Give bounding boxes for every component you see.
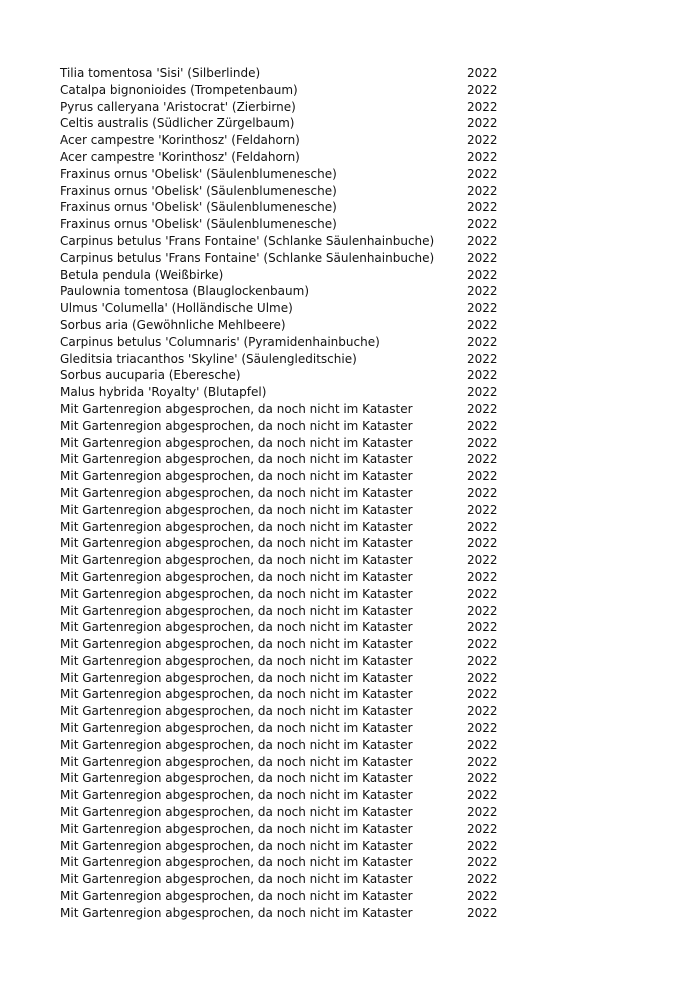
table-row — [60, 888, 520, 905]
tree-name-cell: Mit Gartenregion abgesprochen, da noch nicht im Kataster — [60, 536, 413, 551]
year-cell: 2022 — [467, 821, 498, 836]
year-cell: 2022 — [467, 872, 498, 887]
tree-name-cell: Mit Gartenregion abgesprochen, da noch nicht im Kataster — [60, 805, 413, 820]
year-cell: 2022 — [467, 233, 498, 248]
table-row — [60, 754, 520, 771]
year-cell: 2022 — [467, 704, 498, 719]
table-row — [60, 115, 520, 132]
tree-name-cell: Catalpa bignonioides (Trompetenbaum) — [60, 82, 298, 97]
year-cell: 2022 — [467, 469, 498, 484]
table-row — [60, 586, 520, 603]
year-cell: 2022 — [467, 721, 498, 736]
year-cell: 2022 — [467, 66, 498, 80]
tree-name-cell: Mit Gartenregion abgesprochen, da noch nicht im Kataster — [60, 620, 413, 635]
table-row — [60, 149, 520, 166]
table-row — [60, 317, 520, 334]
table-row — [60, 502, 520, 519]
tree-name-cell: Acer campestre 'Korinthosz' (Feldahorn) — [60, 149, 300, 164]
table-row — [60, 233, 520, 250]
table-row — [60, 720, 520, 737]
year-cell: 2022 — [467, 687, 498, 702]
year-cell: 2022 — [467, 183, 498, 198]
table-row — [60, 821, 520, 838]
tree-name-cell: Mit Gartenregion abgesprochen, da noch nicht im Kataster — [60, 771, 413, 786]
table-row — [60, 737, 520, 754]
tree-name-cell: Mit Gartenregion abgesprochen, da noch nicht im Kataster — [60, 838, 413, 853]
tree-name-cell: Mit Gartenregion abgesprochen, da noch nicht im Kataster — [60, 485, 413, 500]
year-cell: 2022 — [467, 267, 498, 282]
table-row — [60, 199, 520, 216]
tree-name-cell: Fraxinus ornus 'Obelisk' (Säulenblumenesche) — [60, 166, 337, 181]
tree-name-cell: Mit Gartenregion abgesprochen, da noch nicht im Kataster — [60, 721, 413, 736]
tree-name-cell: Mit Gartenregion abgesprochen, da noch nicht im Kataster — [60, 452, 413, 467]
tree-name-cell: Mit Gartenregion abgesprochen, da noch nicht im Kataster — [60, 754, 413, 769]
tree-name-cell: Mit Gartenregion abgesprochen, da noch nicht im Kataster — [60, 603, 413, 618]
year-cell: 2022 — [467, 200, 498, 215]
year-cell: 2022 — [467, 889, 498, 904]
table-row — [60, 485, 520, 502]
tree-name-cell: Mit Gartenregion abgesprochen, da noch nicht im Kataster — [60, 872, 413, 887]
year-cell: 2022 — [467, 485, 498, 500]
tree-name-cell: Mit Gartenregion abgesprochen, da noch nicht im Kataster — [60, 855, 413, 870]
table-row — [60, 283, 520, 300]
table-row — [60, 619, 520, 636]
table-row — [60, 804, 520, 821]
year-cell: 2022 — [467, 284, 498, 299]
tree-name-cell: Betula pendula (Weißbirke) — [60, 267, 224, 282]
tree-name-cell: Mit Gartenregion abgesprochen, da noch nicht im Kataster — [60, 401, 413, 416]
table-row — [60, 418, 520, 435]
table-row — [60, 603, 520, 620]
table-row — [60, 838, 520, 855]
year-cell: 2022 — [467, 301, 498, 316]
table-row — [60, 334, 520, 351]
table-row — [60, 250, 520, 267]
table-row — [60, 670, 520, 687]
table-row — [60, 468, 520, 485]
tree-name-cell: Sorbus aria (Gewöhnliche Mehlbeere) — [60, 317, 286, 332]
table-row — [60, 552, 520, 569]
tree-name-cell: Malus hybrida 'Royalty' (Blutapfel) — [60, 385, 267, 400]
year-cell: 2022 — [467, 149, 498, 164]
tree-name-cell: Mit Gartenregion abgesprochen, da noch nicht im Kataster — [60, 704, 413, 719]
year-cell: 2022 — [467, 334, 498, 349]
tree-name-cell: Mit Gartenregion abgesprochen, da noch nicht im Kataster — [60, 821, 413, 836]
year-cell: 2022 — [467, 586, 498, 601]
year-cell: 2022 — [467, 670, 498, 685]
table-row — [60, 653, 520, 670]
tree-name-cell: Gleditsia triacanthos 'Skyline' (Säulengleditschie) — [60, 351, 357, 366]
tree-name-cell: Mit Gartenregion abgesprochen, da noch nicht im Kataster — [60, 687, 413, 702]
year-cell: 2022 — [467, 452, 498, 467]
table-row — [60, 636, 520, 653]
tree-name-cell: Tilia tomentosa 'Sisi' (Silberlinde) — [60, 66, 261, 80]
tree-name-cell: Mit Gartenregion abgesprochen, da noch nicht im Kataster — [60, 418, 413, 433]
year-cell: 2022 — [467, 217, 498, 232]
tree-name-cell: Mit Gartenregion abgesprochen, da noch nicht im Kataster — [60, 519, 413, 534]
year-cell: 2022 — [467, 653, 498, 668]
tree-name-cell: Carpinus betulus 'Columnaris' (Pyramidenhainbuche) — [60, 334, 380, 349]
year-cell: 2022 — [467, 351, 498, 366]
year-cell: 2022 — [467, 754, 498, 769]
table-row — [60, 401, 520, 418]
tree-name-cell: Celtis australis (Südlicher Zürgelbaum) — [60, 116, 295, 131]
table-row — [60, 854, 520, 871]
tree-name-cell: Mit Gartenregion abgesprochen, da noch nicht im Kataster — [60, 737, 413, 752]
tree-name-cell: Mit Gartenregion abgesprochen, da noch nicht im Kataster — [60, 889, 413, 904]
tree-name-cell: Mit Gartenregion abgesprochen, da noch nicht im Kataster — [60, 586, 413, 601]
year-cell: 2022 — [467, 569, 498, 584]
tree-name-cell: Mit Gartenregion abgesprochen, da noch nicht im Kataster — [60, 905, 413, 920]
tree-name-cell: Ulmus 'Columella' (Holländische Ulme) — [60, 301, 293, 316]
table-row — [60, 132, 520, 149]
year-cell: 2022 — [467, 737, 498, 752]
year-cell: 2022 — [467, 317, 498, 332]
tree-name-cell: Fraxinus ornus 'Obelisk' (Säulenblumenesche) — [60, 183, 337, 198]
table-row — [60, 99, 520, 116]
tree-name-cell: Carpinus betulus 'Frans Fontaine' (Schlanke Säulenhainbuche) — [60, 250, 435, 265]
year-cell: 2022 — [467, 385, 498, 400]
table-row — [60, 267, 520, 284]
tree-name-cell: Paulownia tomentosa (Blauglockenbaum) — [60, 284, 309, 299]
table-row — [60, 216, 520, 233]
tree-name-cell: Sorbus aucuparia (Eberesche) — [60, 368, 241, 383]
year-cell: 2022 — [467, 855, 498, 870]
year-cell: 2022 — [467, 166, 498, 181]
year-cell: 2022 — [467, 805, 498, 820]
tree-name-cell: Mit Gartenregion abgesprochen, da noch nicht im Kataster — [60, 569, 413, 584]
tree-name-cell: Carpinus betulus 'Frans Fontaine' (Schlanke Säulenhainbuche) — [60, 233, 435, 248]
year-cell: 2022 — [467, 771, 498, 786]
tree-name-cell: Mit Gartenregion abgesprochen, da noch nicht im Kataster — [60, 653, 413, 668]
table-row — [60, 451, 520, 468]
table-row — [60, 787, 520, 804]
year-cell: 2022 — [467, 116, 498, 131]
table-row — [60, 300, 520, 317]
table-row — [60, 686, 520, 703]
table-row — [60, 351, 520, 368]
tree-name-cell: Mit Gartenregion abgesprochen, da noch nicht im Kataster — [60, 502, 413, 517]
year-cell: 2022 — [467, 838, 498, 853]
table-row — [60, 384, 520, 401]
tree-name-cell: Acer campestre 'Korinthosz' (Feldahorn) — [60, 133, 300, 148]
tree-name-cell: Pyrus calleryana 'Aristocrat' (Zierbirne) — [60, 99, 296, 114]
table-row — [60, 871, 520, 888]
tree-name-cell: Mit Gartenregion abgesprochen, da noch nicht im Kataster — [60, 553, 413, 568]
tree-name-cell: Mit Gartenregion abgesprochen, da noch nicht im Kataster — [60, 469, 413, 484]
year-cell: 2022 — [467, 435, 498, 450]
year-cell: 2022 — [467, 133, 498, 148]
year-cell: 2022 — [467, 368, 498, 383]
table-row — [60, 905, 520, 922]
year-cell: 2022 — [467, 603, 498, 618]
year-cell: 2022 — [467, 620, 498, 635]
year-cell: 2022 — [467, 637, 498, 652]
tree-name-cell: Mit Gartenregion abgesprochen, da noch nicht im Kataster — [60, 788, 413, 803]
table-row — [60, 569, 520, 586]
tree-name-cell: Mit Gartenregion abgesprochen, da noch nicht im Kataster — [60, 670, 413, 685]
tree-name-cell: Mit Gartenregion abgesprochen, da noch nicht im Kataster — [60, 637, 413, 652]
table-row — [60, 367, 520, 384]
tree-planting-table — [60, 65, 520, 922]
table-row — [60, 183, 520, 200]
tree-name-cell: Fraxinus ornus 'Obelisk' (Säulenblumenesche) — [60, 200, 337, 215]
table-row — [60, 166, 520, 183]
year-cell: 2022 — [467, 250, 498, 265]
year-cell: 2022 — [467, 553, 498, 568]
table-row — [60, 703, 520, 720]
year-cell: 2022 — [467, 519, 498, 534]
year-cell: 2022 — [467, 82, 498, 97]
year-cell: 2022 — [467, 418, 498, 433]
tree-name-cell: Mit Gartenregion abgesprochen, da noch nicht im Kataster — [60, 435, 413, 450]
tree-name-cell: Fraxinus ornus 'Obelisk' (Säulenblumenesche) — [60, 217, 337, 232]
table-row — [60, 519, 520, 536]
table-row — [60, 770, 520, 787]
year-cell: 2022 — [467, 99, 498, 114]
year-cell: 2022 — [467, 401, 498, 416]
table-row — [60, 435, 520, 452]
year-cell: 2022 — [467, 788, 498, 803]
year-cell: 2022 — [467, 536, 498, 551]
table-row — [60, 535, 520, 552]
table-row — [60, 82, 520, 99]
year-cell: 2022 — [467, 502, 498, 517]
table-row — [60, 65, 520, 82]
year-cell: 2022 — [467, 905, 498, 920]
